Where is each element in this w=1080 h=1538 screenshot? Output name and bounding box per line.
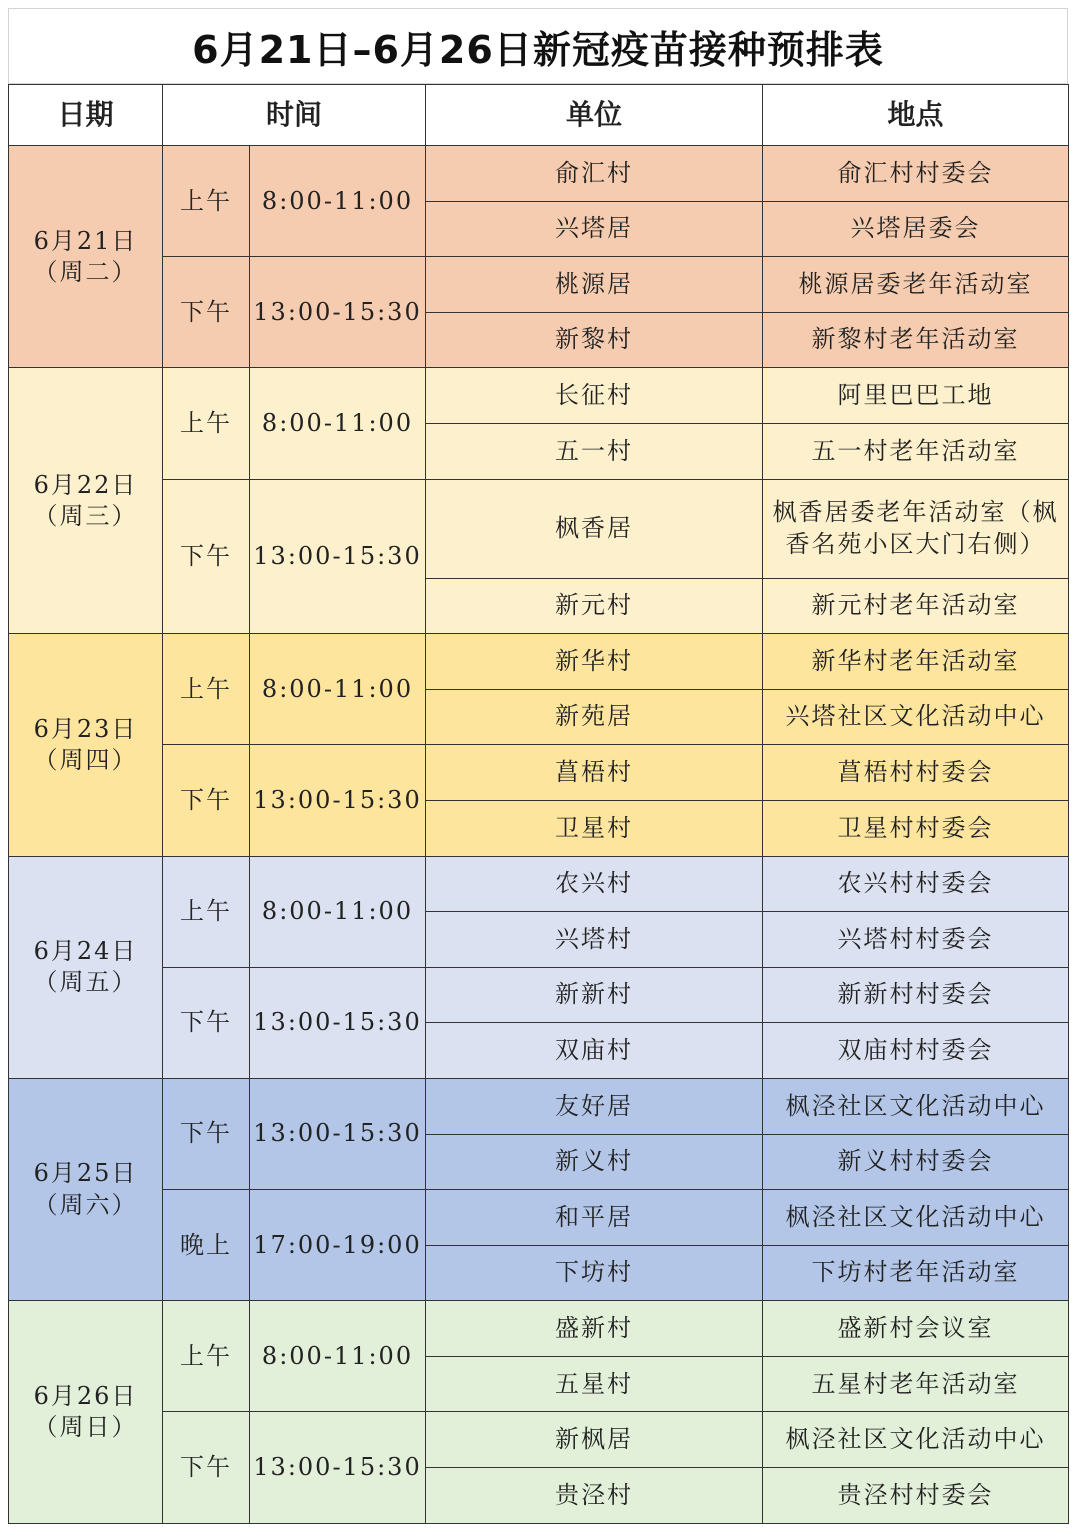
unit-cell: 菖梧村 bbox=[426, 745, 763, 801]
session-time: 13:00-15:30 bbox=[250, 967, 426, 1078]
unit-cell: 双庙村 bbox=[426, 1023, 763, 1079]
place-cell: 新元村老年活动室 bbox=[763, 578, 1069, 634]
table-row bbox=[9, 368, 1069, 424]
table-row bbox=[9, 634, 1069, 690]
session-label: 下午 bbox=[163, 1078, 250, 1189]
unit-cell: 新元村 bbox=[426, 578, 763, 634]
session-time: 8:00-11:00 bbox=[250, 146, 426, 257]
place-cell: 下坊村老年活动室 bbox=[763, 1245, 1069, 1301]
place-cell: 桃源居委老年活动室 bbox=[763, 257, 1069, 313]
place-cell: 枫泾社区文化活动中心 bbox=[763, 1412, 1069, 1468]
weekday-label: （周五） bbox=[33, 968, 138, 997]
schedule-sheet bbox=[8, 8, 1068, 1528]
place-cell: 兴塔社区文化活动中心 bbox=[763, 689, 1069, 745]
header-date: 日期 bbox=[9, 85, 163, 146]
unit-cell: 贵泾村 bbox=[426, 1468, 763, 1524]
unit-cell: 兴塔村 bbox=[426, 912, 763, 968]
date-label: 6月26日 bbox=[33, 1381, 138, 1410]
unit-cell: 俞汇村 bbox=[426, 146, 763, 202]
session-time: 8:00-11:00 bbox=[250, 368, 426, 479]
unit-cell: 卫星村 bbox=[426, 800, 763, 856]
table-row bbox=[9, 1190, 1069, 1246]
place-cell: 新新村村委会 bbox=[763, 967, 1069, 1023]
session-label: 下午 bbox=[163, 745, 250, 856]
unit-cell: 农兴村 bbox=[426, 856, 763, 912]
table-row bbox=[9, 745, 1069, 801]
weekday-label: （周三） bbox=[33, 501, 138, 530]
table-row bbox=[9, 257, 1069, 313]
table-row bbox=[9, 967, 1069, 1023]
header-row bbox=[9, 85, 1069, 146]
session-time: 8:00-11:00 bbox=[250, 634, 426, 745]
schedule-body bbox=[9, 146, 1069, 1524]
place-cell: 新华村老年活动室 bbox=[763, 634, 1069, 690]
date-label: 6月23日 bbox=[33, 714, 138, 743]
date-label: 6月24日 bbox=[33, 937, 138, 966]
session-time: 13:00-15:30 bbox=[250, 1412, 426, 1523]
unit-cell: 五一村 bbox=[426, 423, 763, 479]
place-cell: 兴塔居委会 bbox=[763, 201, 1069, 257]
session-time: 13:00-15:30 bbox=[250, 479, 426, 634]
session-label: 上午 bbox=[163, 856, 250, 967]
unit-cell: 兴塔居 bbox=[426, 201, 763, 257]
place-cell: 枫泾社区文化活动中心 bbox=[763, 1078, 1069, 1134]
session-time: 17:00-19:00 bbox=[250, 1190, 426, 1301]
date-cell bbox=[9, 1301, 163, 1523]
weekday-label: （周四） bbox=[33, 745, 138, 774]
session-label: 上午 bbox=[163, 1301, 250, 1412]
session-time: 8:00-11:00 bbox=[250, 856, 426, 967]
session-label: 上午 bbox=[163, 146, 250, 257]
place-cell: 盛新村会议室 bbox=[763, 1301, 1069, 1357]
date-label: 6月21日 bbox=[33, 226, 138, 255]
place-cell: 阿里巴巴工地 bbox=[763, 368, 1069, 424]
table-row bbox=[9, 856, 1069, 912]
place-cell: 菖梧村村委会 bbox=[763, 745, 1069, 801]
unit-cell: 友好居 bbox=[426, 1078, 763, 1134]
place-cell: 卫星村村委会 bbox=[763, 800, 1069, 856]
unit-cell: 五星村 bbox=[426, 1356, 763, 1412]
schedule-table bbox=[8, 84, 1069, 1524]
session-label: 晚上 bbox=[163, 1190, 250, 1301]
table-row bbox=[9, 1078, 1069, 1134]
header-unit: 单位 bbox=[426, 85, 763, 146]
date-label: 6月25日 bbox=[33, 1159, 138, 1188]
unit-cell: 桃源居 bbox=[426, 257, 763, 313]
unit-cell: 新苑居 bbox=[426, 689, 763, 745]
date-cell bbox=[9, 368, 163, 634]
session-label: 下午 bbox=[163, 479, 250, 634]
date-cell bbox=[9, 1078, 163, 1300]
session-label: 下午 bbox=[163, 257, 250, 368]
session-time: 13:00-15:30 bbox=[250, 745, 426, 856]
unit-cell: 新新村 bbox=[426, 967, 763, 1023]
place-cell: 新义村村委会 bbox=[763, 1134, 1069, 1190]
place-cell: 五星村老年活动室 bbox=[763, 1356, 1069, 1412]
date-cell bbox=[9, 146, 163, 368]
place-cell: 双庙村村委会 bbox=[763, 1023, 1069, 1079]
table-row bbox=[9, 1301, 1069, 1357]
header-place: 地点 bbox=[763, 85, 1069, 146]
place-cell: 五一村老年活动室 bbox=[763, 423, 1069, 479]
place-cell: 俞汇村村委会 bbox=[763, 146, 1069, 202]
place-cell: 农兴村村委会 bbox=[763, 856, 1069, 912]
place-cell: 兴塔村村委会 bbox=[763, 912, 1069, 968]
unit-cell: 新枫居 bbox=[426, 1412, 763, 1468]
unit-cell: 盛新村 bbox=[426, 1301, 763, 1357]
table-row bbox=[9, 146, 1069, 202]
weekday-label: （周二） bbox=[33, 257, 138, 286]
place-cell: 枫香居委老年活动室（枫香名苑小区大门右侧） bbox=[763, 479, 1069, 578]
session-time: 13:00-15:30 bbox=[250, 1078, 426, 1189]
unit-cell: 枫香居 bbox=[426, 479, 763, 578]
unit-cell: 和平居 bbox=[426, 1190, 763, 1246]
page-title: 6月21日–6月26日新冠疫苗接种预排表 bbox=[8, 8, 1068, 84]
place-cell: 枫泾社区文化活动中心 bbox=[763, 1190, 1069, 1246]
unit-cell: 新义村 bbox=[426, 1134, 763, 1190]
weekday-label: （周日） bbox=[33, 1412, 138, 1441]
unit-cell: 新华村 bbox=[426, 634, 763, 690]
date-label: 6月22日 bbox=[33, 470, 138, 499]
unit-cell: 长征村 bbox=[426, 368, 763, 424]
session-time: 13:00-15:30 bbox=[250, 257, 426, 368]
session-label: 上午 bbox=[163, 634, 250, 745]
session-time: 8:00-11:00 bbox=[250, 1301, 426, 1412]
session-label: 上午 bbox=[163, 368, 250, 479]
date-cell bbox=[9, 856, 163, 1078]
place-cell: 新黎村老年活动室 bbox=[763, 312, 1069, 368]
table-row bbox=[9, 1412, 1069, 1468]
session-label: 下午 bbox=[163, 1412, 250, 1523]
unit-cell: 新黎村 bbox=[426, 312, 763, 368]
unit-cell: 下坊村 bbox=[426, 1245, 763, 1301]
session-label: 下午 bbox=[163, 967, 250, 1078]
weekday-label: （周六） bbox=[33, 1190, 138, 1219]
date-cell bbox=[9, 634, 163, 856]
place-cell: 贵泾村村委会 bbox=[763, 1468, 1069, 1524]
table-row bbox=[9, 479, 1069, 578]
header-time: 时间 bbox=[163, 85, 426, 146]
